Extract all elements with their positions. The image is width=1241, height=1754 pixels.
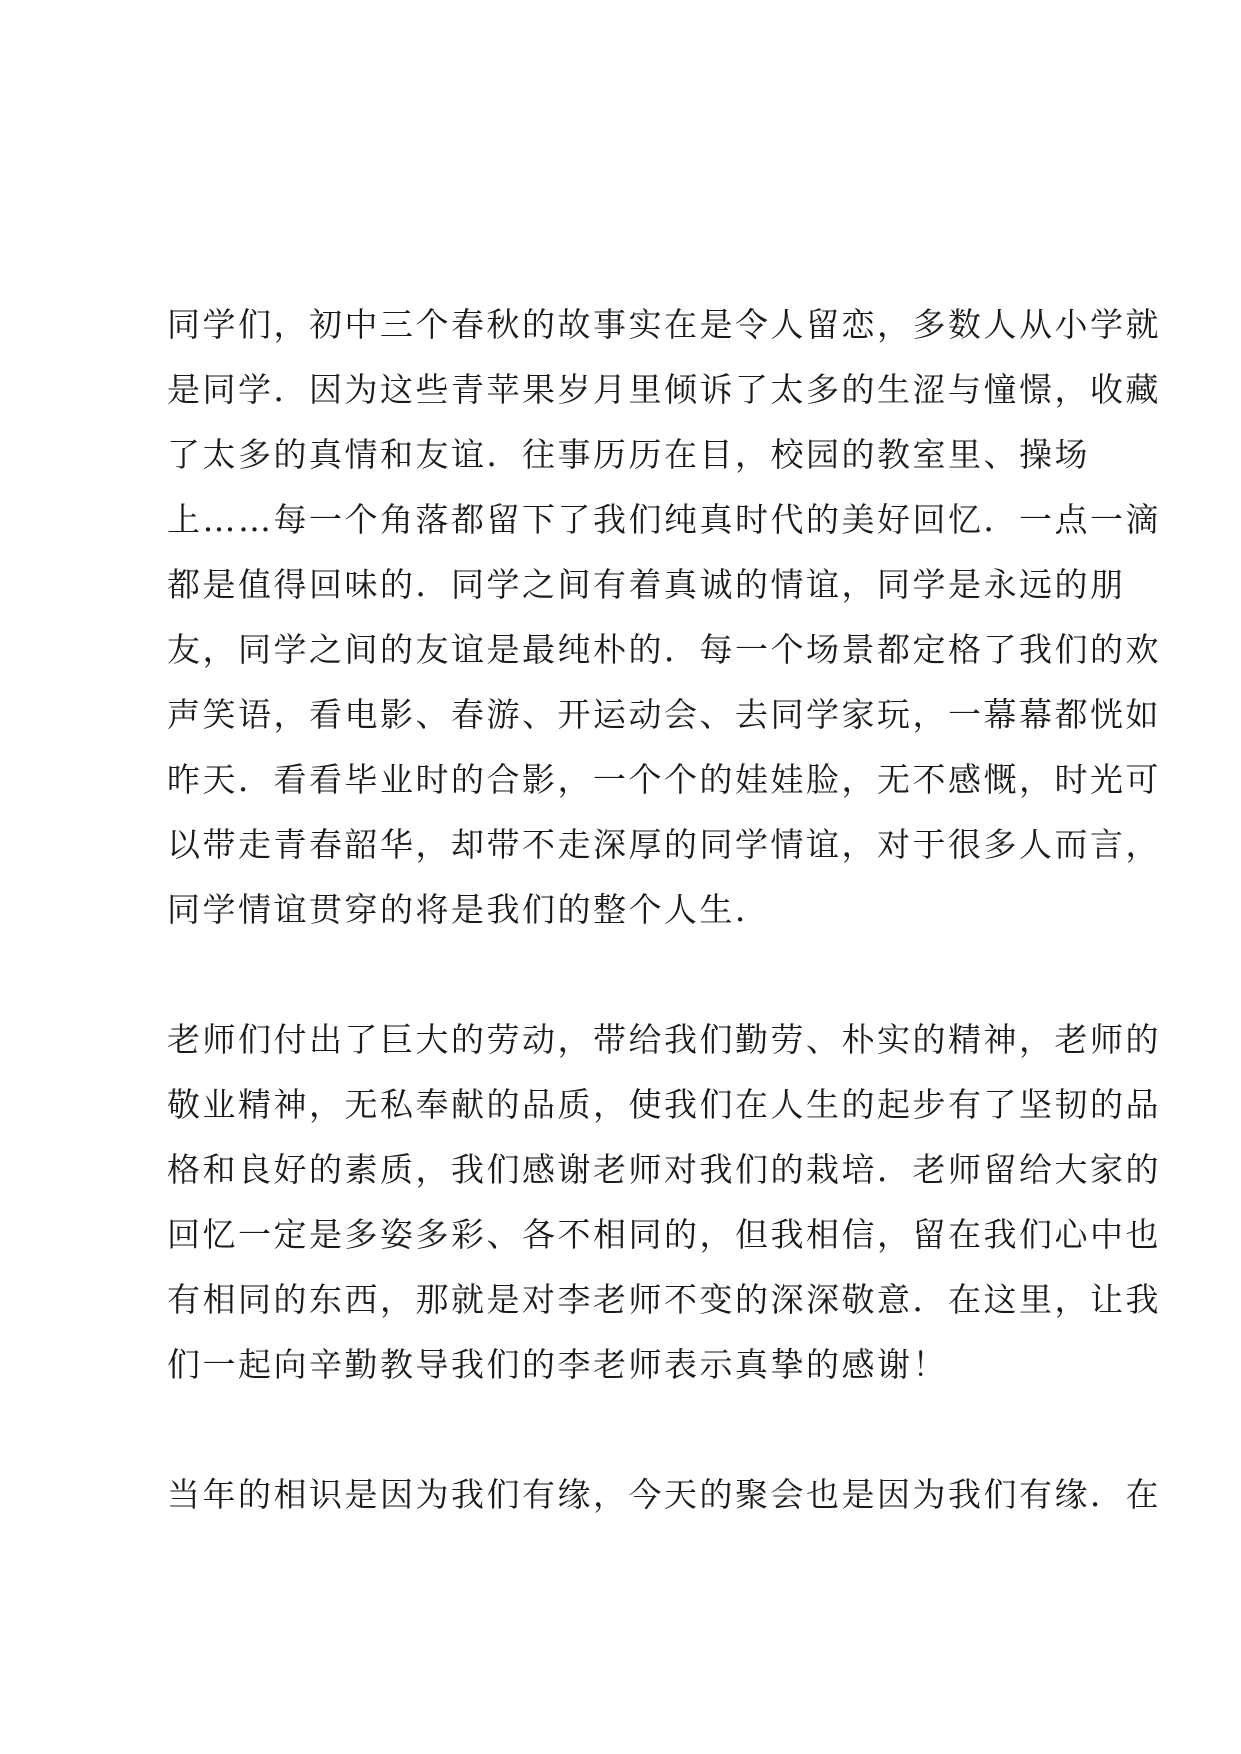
text-line: 同学们，初中三个春秋的故事实在是令人留恋，多数人从小学就 (167, 305, 1161, 344)
text-line: 当年的相识是因为我们有缘，今天的聚会也是因为我们有缘．在 (167, 1475, 1161, 1514)
document-body (167, 292, 1161, 1527)
paragraph-spacer (167, 1397, 1097, 1462)
text-line: 有相同的东西，那就是对李老师不变的深深敬意．在这里，让我 (167, 1280, 1161, 1319)
text-line: 老师们付出了巨大的劳动，带给我们勤劳、朴实的精神，老师的 (167, 1020, 1161, 1059)
text-line: 了太多的真情和友谊．往事历历在目，校园的教室里、操场 (167, 435, 1090, 474)
paragraph-spacer (167, 942, 1097, 1007)
text-line: 敬业精神，无私奉献的品质，使我们在人生的起步有了坚韧的品 (167, 1085, 1161, 1124)
paragraph-teachers (167, 1007, 1161, 1397)
paragraph-classmates (167, 292, 1161, 942)
text-line: 昨天．看看毕业时的合影，一个个的娃娃脸，无不感慨，时光可 (167, 760, 1161, 799)
text-line: 同学情谊贯穿的将是我们的整个人生． (167, 890, 771, 929)
text-line: 格和良好的素质，我们感谢老师对我们的栽培．老师留给大家的 (167, 1150, 1161, 1189)
text-line: 们一起向辛勤教导我们的李老师表示真挚的感谢！ (167, 1345, 948, 1384)
text-line: 都是值得回味的．同学之间有着真诚的情谊，同学是永远的朋 (167, 565, 1126, 604)
text-line: 回忆一定是多姿多彩、各不相同的，但我相信，留在我们心中也 (167, 1215, 1161, 1254)
text-line: 声笑语，看电影、春游、开运动会、去同学家玩，一幕幕都恍如 (167, 695, 1161, 734)
text-line: 友，同学之间的友谊是最纯朴的．每一个场景都定格了我们的欢 (167, 630, 1161, 669)
text-line: 上……每一个角落都留下了我们纯真时代的美好回忆．一点一滴 (167, 500, 1161, 539)
paragraph-reunion (167, 1462, 1161, 1527)
text-line: 以带走青春韶华，却带不走深厚的同学情谊，对于很多人而言， (167, 825, 1161, 864)
text-line: 是同学．因为这些青苹果岁月里倾诉了太多的生涩与憧憬，收藏 (167, 370, 1161, 409)
